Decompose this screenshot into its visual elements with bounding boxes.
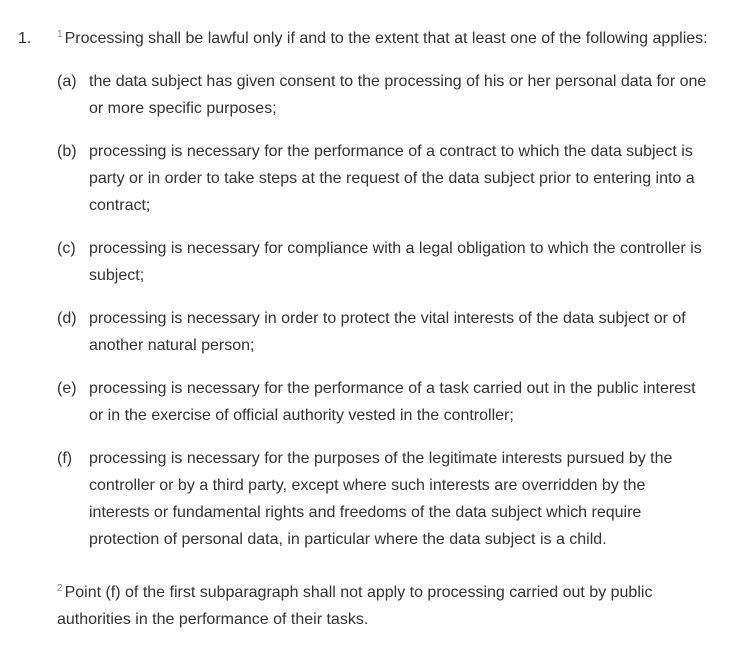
point-label: (d) <box>57 310 77 327</box>
point-b <box>57 138 709 219</box>
point-a <box>57 68 709 122</box>
point-label: (a) <box>57 73 77 90</box>
point-e <box>57 375 709 429</box>
point-label: (f) <box>57 450 73 467</box>
paragraph-body <box>57 25 709 649</box>
point-f <box>57 445 709 553</box>
paragraph-number: 1. <box>18 30 32 47</box>
sentence-number: 2 <box>57 583 63 594</box>
point-text: processing is necessary for the performance of a task carried out in the public interest or in the exercise of official authority vested in the controller; <box>89 380 696 424</box>
sentence-number: 1 <box>57 29 63 40</box>
point-text: the data subject has given consent to the processing of his or her personal data for one or more specific purposes; <box>89 73 707 117</box>
point-label: (e) <box>57 380 77 397</box>
point-text: processing is necessary for the performance of a contract to which the data subject is party or in order to take steps at the request of the data subject prior to entering into a contract; <box>89 143 695 214</box>
point-text: processing is necessary for the purposes of the legitimate interests pursued by the controller or by a third party, except where such interests are overridden by the interests or fundamental rights and freedoms of the data subject which require protection of personal data, in particular where the data subject is a child. <box>89 450 673 548</box>
intro-text: Processing shall be lawful only if and to the extent that at least one of the following applies: <box>64 30 708 47</box>
point-d <box>57 305 709 359</box>
second-text: Point (f) of the first subparagraph shall not apply to processing carried out by public authorities in the performance of their tasks. <box>57 584 653 628</box>
point-text: processing is necessary in order to protect the vital interests of the data subject or of another natural person; <box>89 310 686 354</box>
point-label: (c) <box>57 240 76 257</box>
second-subparagraph <box>57 579 709 633</box>
point-text: processing is necessary for compliance with a legal obligation to which the controller is subject; <box>89 240 702 284</box>
intro-sentence <box>57 25 709 52</box>
point-c <box>57 235 709 289</box>
point-label: (b) <box>57 143 77 160</box>
